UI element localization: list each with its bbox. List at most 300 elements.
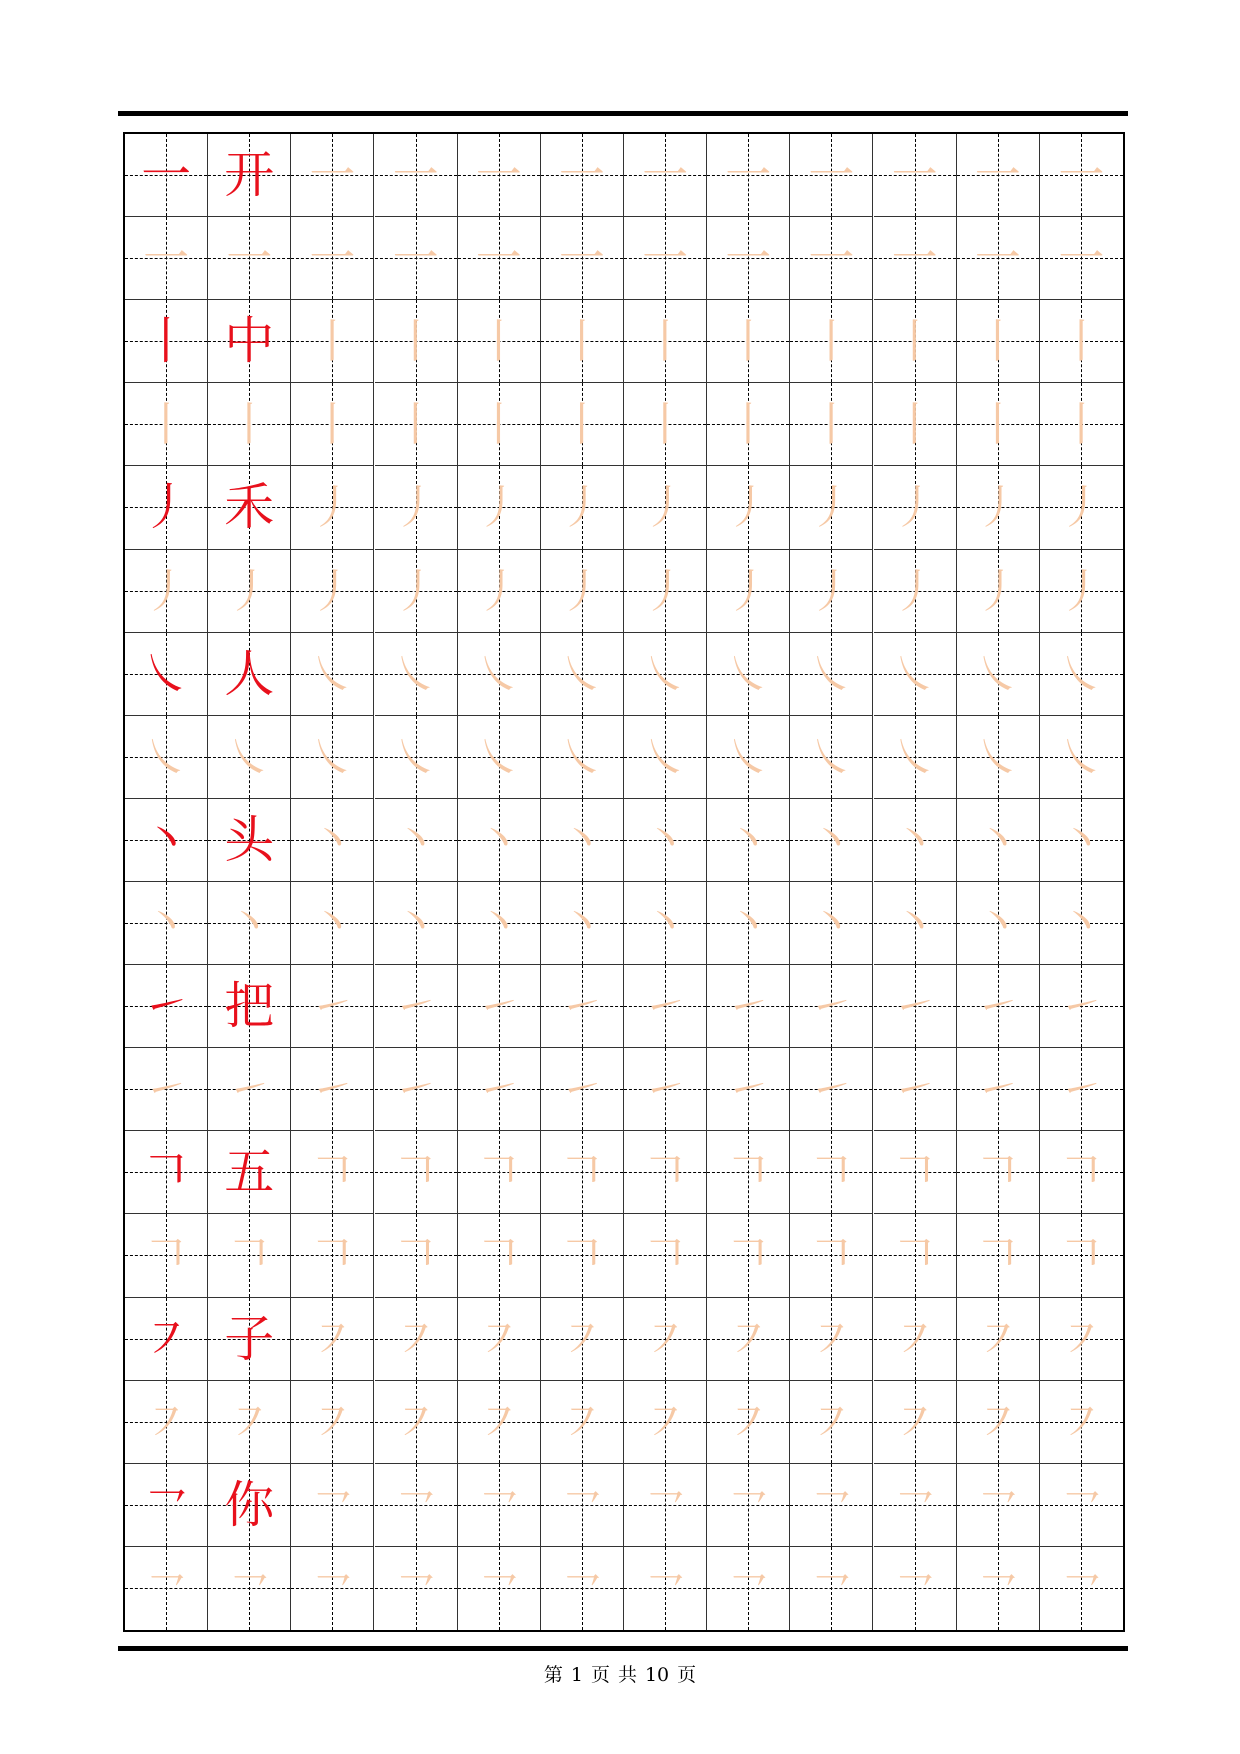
grid-cell — [208, 466, 291, 549]
grid-cell — [458, 1381, 541, 1464]
trace-stroke: ㇀ — [725, 1062, 772, 1117]
trace-stroke: ㇖ — [891, 1477, 938, 1532]
trace-stroke: ㇖ — [808, 1477, 855, 1532]
grid-cell — [1040, 134, 1123, 217]
grid-cell — [208, 1298, 291, 1381]
trace-stroke: ㇏ — [891, 646, 938, 701]
trace-stroke: 丨 — [725, 397, 772, 452]
grid-cell — [1040, 1048, 1123, 1131]
trace-stroke: ㇀ — [143, 1062, 190, 1117]
grid-cell — [707, 965, 790, 1048]
grid-cell — [208, 300, 291, 383]
trace-stroke: ㇏ — [475, 646, 522, 701]
grid-cell — [790, 1131, 873, 1214]
trace-stroke: 丶 — [725, 812, 772, 867]
trace-stroke: ㇀ — [392, 979, 439, 1034]
trace-stroke: 丿 — [558, 480, 605, 535]
grid-cell — [707, 882, 790, 965]
trace-stroke: 一 — [1058, 231, 1105, 286]
grid-cell — [375, 383, 458, 466]
example-character: 头 — [224, 810, 275, 869]
grid-cell — [874, 799, 957, 882]
grid-cell — [541, 1131, 624, 1214]
grid-cell — [541, 1214, 624, 1297]
grid-cell — [208, 550, 291, 633]
trace-stroke: 𠃍 — [725, 1145, 772, 1200]
trace-stroke: ㇖ — [891, 1561, 938, 1616]
grid-cell — [624, 217, 707, 300]
grid-cell — [208, 965, 291, 1048]
grid-cell — [874, 300, 957, 383]
trace-stroke: 一 — [392, 231, 439, 286]
trace-stroke: 丨 — [1058, 397, 1105, 452]
bottom-border-rule — [118, 1646, 1128, 1651]
grid-cell — [458, 1048, 541, 1131]
grid-cell — [458, 1464, 541, 1547]
grid-cell — [790, 383, 873, 466]
grid-cell — [125, 383, 208, 466]
trace-stroke: ㇇ — [642, 1311, 689, 1366]
example-character: 开 — [224, 146, 275, 205]
grid-cell — [458, 550, 541, 633]
trace-stroke: ㇖ — [226, 1561, 273, 1616]
trace-stroke: 丨 — [309, 397, 356, 452]
grid-cell — [624, 466, 707, 549]
grid-cell — [541, 716, 624, 799]
trace-stroke: 一 — [725, 148, 772, 203]
grid-cell — [1040, 1214, 1123, 1297]
trace-stroke: 丿 — [642, 480, 689, 535]
trace-stroke: 丿 — [974, 480, 1021, 535]
top-border-rule — [118, 111, 1128, 116]
grid-cell — [375, 1547, 458, 1630]
trace-stroke: ㇀ — [475, 1062, 522, 1117]
grid-cell — [707, 550, 790, 633]
grid-cell — [208, 1131, 291, 1214]
trace-stroke: ㇀ — [808, 1062, 855, 1117]
grid-cell — [208, 1381, 291, 1464]
grid-cell — [1040, 799, 1123, 882]
example-character: 禾 — [224, 478, 275, 537]
trace-stroke: 丿 — [475, 563, 522, 618]
grid-cell — [541, 1464, 624, 1547]
trace-stroke: 丨 — [642, 397, 689, 452]
grid-cell — [707, 466, 790, 549]
grid-cell — [291, 965, 374, 1048]
trace-stroke: ㇖ — [1058, 1477, 1105, 1532]
trace-stroke: 丿 — [974, 563, 1021, 618]
stroke-model: 丨 — [141, 312, 192, 371]
grid-cell — [541, 1381, 624, 1464]
grid-cell — [707, 217, 790, 300]
grid-cell — [1040, 383, 1123, 466]
grid-cell — [458, 1131, 541, 1214]
trace-stroke: ㇇ — [558, 1394, 605, 1449]
grid-cell — [957, 799, 1040, 882]
trace-stroke: ㇖ — [475, 1561, 522, 1616]
grid-cell — [291, 550, 374, 633]
trace-stroke: 丿 — [891, 563, 938, 618]
trace-stroke: 𠃍 — [725, 1228, 772, 1283]
trace-stroke: ㇏ — [475, 729, 522, 784]
trace-stroke: 丨 — [309, 314, 356, 369]
grid-cell — [707, 633, 790, 716]
trace-stroke: ㇇ — [891, 1311, 938, 1366]
grid-cell — [125, 1214, 208, 1297]
grid-cell — [707, 1464, 790, 1547]
page-footer — [0, 1660, 1240, 1687]
trace-stroke: 一 — [226, 231, 273, 286]
grid-cell — [125, 466, 208, 549]
trace-stroke: ㇖ — [309, 1477, 356, 1532]
grid-cell — [125, 1048, 208, 1131]
stroke-model: 丿 — [141, 478, 192, 537]
grid-cell — [125, 965, 208, 1048]
trace-stroke: ㇖ — [808, 1561, 855, 1616]
trace-stroke: ㇇ — [974, 1394, 1021, 1449]
grid-cell — [125, 1547, 208, 1630]
grid-cell — [957, 1131, 1040, 1214]
trace-stroke: 丶 — [392, 812, 439, 867]
grid-cell — [707, 1547, 790, 1630]
trace-stroke: 丶 — [309, 812, 356, 867]
grid-cell — [790, 716, 873, 799]
trace-stroke: 丿 — [1058, 563, 1105, 618]
footer-suffix: 页 — [677, 1664, 697, 1686]
grid-cell — [458, 383, 541, 466]
trace-stroke: 丨 — [808, 397, 855, 452]
grid-cell — [208, 1547, 291, 1630]
trace-stroke: ㇇ — [392, 1311, 439, 1366]
trace-stroke: 丨 — [558, 397, 605, 452]
trace-stroke: ㇇ — [392, 1394, 439, 1449]
trace-stroke: 𠃍 — [475, 1228, 522, 1283]
grid-cell — [790, 550, 873, 633]
trace-stroke: 丨 — [475, 397, 522, 452]
grid-cell — [291, 217, 374, 300]
grid-cell — [125, 633, 208, 716]
trace-stroke: 𠃍 — [392, 1145, 439, 1200]
trace-stroke: 丶 — [558, 896, 605, 951]
trace-stroke: ㇖ — [725, 1477, 772, 1532]
trace-stroke: ㇀ — [642, 1062, 689, 1117]
grid-cell — [790, 633, 873, 716]
grid-cell — [458, 1298, 541, 1381]
trace-stroke: ㇇ — [475, 1394, 522, 1449]
trace-stroke: 一 — [558, 231, 605, 286]
trace-stroke: 丶 — [475, 896, 522, 951]
grid-cell — [874, 1381, 957, 1464]
grid-cell — [458, 965, 541, 1048]
grid-cell — [291, 1298, 374, 1381]
grid-cell — [790, 134, 873, 217]
trace-stroke: ㇖ — [974, 1477, 1021, 1532]
trace-stroke: 丨 — [558, 314, 605, 369]
trace-stroke: ㇖ — [1058, 1561, 1105, 1616]
trace-stroke: 丶 — [891, 896, 938, 951]
grid-cell — [125, 1381, 208, 1464]
trace-stroke: 丿 — [309, 480, 356, 535]
grid-cell — [375, 1048, 458, 1131]
stroke-model: ㇀ — [141, 977, 192, 1036]
trace-stroke: ㇏ — [1058, 646, 1105, 701]
grid-cell — [375, 799, 458, 882]
trace-stroke: 丿 — [143, 563, 190, 618]
trace-stroke: ㇏ — [642, 646, 689, 701]
trace-stroke: 一 — [309, 231, 356, 286]
grid-cell — [375, 134, 458, 217]
trace-stroke: 一 — [808, 231, 855, 286]
grid-cell — [375, 882, 458, 965]
grid-cell — [957, 1381, 1040, 1464]
trace-stroke: ㇇ — [558, 1311, 605, 1366]
grid-cell — [458, 1547, 541, 1630]
trace-stroke: 丨 — [974, 397, 1021, 452]
trace-stroke: 一 — [475, 231, 522, 286]
trace-stroke: 𠃍 — [642, 1228, 689, 1283]
trace-stroke: ㇀ — [309, 979, 356, 1034]
trace-stroke: ㇀ — [1058, 1062, 1105, 1117]
trace-stroke: 𠃍 — [642, 1145, 689, 1200]
trace-stroke: ㇖ — [642, 1561, 689, 1616]
trace-stroke: 丨 — [392, 314, 439, 369]
grid-cell — [125, 1464, 208, 1547]
trace-stroke: 𠃍 — [392, 1228, 439, 1283]
grid-cell — [874, 716, 957, 799]
grid-cell — [458, 716, 541, 799]
footer-page-number: 1 — [570, 1664, 583, 1686]
grid-cell — [291, 1547, 374, 1630]
trace-stroke: 丨 — [392, 397, 439, 452]
trace-stroke: 𠃍 — [309, 1145, 356, 1200]
grid-cell — [790, 882, 873, 965]
trace-stroke: ㇇ — [475, 1311, 522, 1366]
trace-stroke: ㇏ — [143, 729, 190, 784]
grid-cell — [790, 1298, 873, 1381]
trace-stroke: ㇇ — [1058, 1311, 1105, 1366]
footer-total-label: 共 — [617, 1664, 637, 1686]
trace-stroke: ㇇ — [725, 1311, 772, 1366]
grid-cell — [541, 1547, 624, 1630]
grid-cell — [1040, 1298, 1123, 1381]
grid-cell — [208, 799, 291, 882]
grid-cell — [957, 1298, 1040, 1381]
example-character: 你 — [224, 1475, 275, 1534]
trace-stroke: 丿 — [808, 480, 855, 535]
grid-cell — [874, 466, 957, 549]
grid-cell — [624, 300, 707, 383]
stroke-model: 丶 — [141, 810, 192, 869]
grid-cell — [957, 1048, 1040, 1131]
grid-cell — [707, 1381, 790, 1464]
trace-stroke: 丿 — [475, 480, 522, 535]
grid-cell — [541, 633, 624, 716]
trace-stroke: 丶 — [1058, 812, 1105, 867]
grid-cell — [707, 1131, 790, 1214]
grid-cell — [957, 466, 1040, 549]
grid-cell — [957, 300, 1040, 383]
trace-stroke: 𠃍 — [143, 1228, 190, 1283]
example-character: 中 — [224, 312, 275, 371]
grid-cell — [707, 134, 790, 217]
trace-stroke: 丶 — [1058, 896, 1105, 951]
trace-stroke: 丶 — [808, 896, 855, 951]
trace-stroke: 丿 — [891, 480, 938, 535]
grid-cell — [957, 1214, 1040, 1297]
grid-cell — [1040, 217, 1123, 300]
trace-stroke: 一 — [974, 231, 1021, 286]
trace-stroke: ㇇ — [725, 1394, 772, 1449]
footer-page-label: 页 — [590, 1664, 610, 1686]
grid-cell — [790, 1214, 873, 1297]
stroke-model: 𠃍 — [141, 1143, 192, 1202]
trace-stroke: ㇇ — [1058, 1394, 1105, 1449]
grid-cell — [458, 466, 541, 549]
trace-stroke: ㇀ — [974, 1062, 1021, 1117]
trace-stroke: 一 — [891, 231, 938, 286]
trace-stroke: 丨 — [725, 314, 772, 369]
grid-cell — [790, 300, 873, 383]
stroke-model: ㇏ — [141, 644, 192, 703]
trace-stroke: 一 — [808, 148, 855, 203]
grid-cell — [874, 1131, 957, 1214]
grid-cell — [1040, 550, 1123, 633]
grid-cell — [624, 716, 707, 799]
grid-cell — [790, 217, 873, 300]
grid-cell — [957, 383, 1040, 466]
grid-cell — [624, 1131, 707, 1214]
grid-cell — [291, 466, 374, 549]
trace-stroke: 丶 — [143, 896, 190, 951]
grid-cell — [790, 1381, 873, 1464]
trace-stroke: ㇇ — [808, 1394, 855, 1449]
trace-stroke: ㇀ — [558, 1062, 605, 1117]
trace-stroke: ㇇ — [143, 1394, 190, 1449]
trace-stroke: 丿 — [392, 480, 439, 535]
grid-cell — [541, 466, 624, 549]
grid-cell — [291, 1131, 374, 1214]
grid-cell — [375, 1298, 458, 1381]
grid-cell — [707, 716, 790, 799]
grid-cell — [375, 1214, 458, 1297]
trace-stroke: ㇖ — [642, 1477, 689, 1532]
trace-stroke: ㇇ — [226, 1394, 273, 1449]
trace-stroke: 一 — [642, 231, 689, 286]
grid-cell — [707, 1298, 790, 1381]
grid-cell — [624, 383, 707, 466]
grid-cell — [624, 550, 707, 633]
trace-stroke: ㇏ — [392, 729, 439, 784]
trace-stroke: 一 — [309, 148, 356, 203]
grid-cell — [624, 965, 707, 1048]
trace-stroke: 丶 — [642, 812, 689, 867]
trace-stroke: ㇏ — [808, 729, 855, 784]
grid-cell — [125, 134, 208, 217]
trace-stroke: 丶 — [392, 896, 439, 951]
trace-stroke: 丶 — [309, 896, 356, 951]
trace-stroke: ㇇ — [974, 1311, 1021, 1366]
trace-stroke: ㇖ — [974, 1561, 1021, 1616]
grid-cell — [957, 882, 1040, 965]
trace-stroke: 丿 — [226, 563, 273, 618]
trace-stroke: ㇇ — [309, 1394, 356, 1449]
grid-cell — [125, 300, 208, 383]
grid-cell — [1040, 965, 1123, 1048]
grid-cell — [375, 1131, 458, 1214]
grid-cell — [375, 550, 458, 633]
grid-cell — [624, 1381, 707, 1464]
grid-cell — [790, 466, 873, 549]
grid-cell — [375, 1381, 458, 1464]
grid-cell — [291, 799, 374, 882]
grid-cell — [790, 965, 873, 1048]
trace-stroke: 一 — [725, 231, 772, 286]
grid-cell — [208, 1048, 291, 1131]
trace-stroke: 丨 — [808, 314, 855, 369]
trace-stroke: 丿 — [1058, 480, 1105, 535]
grid-cell — [624, 1048, 707, 1131]
grid-cell — [208, 383, 291, 466]
grid-cell — [208, 633, 291, 716]
trace-stroke: ㇀ — [808, 979, 855, 1034]
grid-cell — [957, 1464, 1040, 1547]
grid-cell — [125, 1298, 208, 1381]
trace-stroke: 一 — [974, 148, 1021, 203]
grid-cell — [874, 965, 957, 1048]
trace-stroke: ㇖ — [143, 1561, 190, 1616]
grid-cell — [291, 633, 374, 716]
grid-cell — [375, 300, 458, 383]
grid-cell — [707, 1048, 790, 1131]
trace-stroke: 一 — [891, 148, 938, 203]
grid-cell — [874, 383, 957, 466]
grid-cell — [790, 799, 873, 882]
grid-cell — [541, 550, 624, 633]
grid-cell — [291, 1464, 374, 1547]
trace-stroke: ㇖ — [475, 1477, 522, 1532]
trace-stroke: 丨 — [974, 314, 1021, 369]
trace-stroke: 丿 — [808, 563, 855, 618]
grid-cell — [957, 965, 1040, 1048]
trace-stroke: ㇀ — [475, 979, 522, 1034]
grid-cell — [874, 1048, 957, 1131]
grid-cell — [541, 1048, 624, 1131]
trace-stroke: ㇏ — [642, 729, 689, 784]
trace-stroke: 丿 — [725, 563, 772, 618]
trace-stroke: 丶 — [808, 812, 855, 867]
trace-stroke: ㇀ — [309, 1062, 356, 1117]
trace-stroke: ㇏ — [891, 729, 938, 784]
grid-cell — [1040, 1547, 1123, 1630]
grid-cell — [375, 466, 458, 549]
grid-cell — [125, 550, 208, 633]
trace-stroke: ㇇ — [808, 1311, 855, 1366]
grid-cell — [957, 550, 1040, 633]
trace-stroke: ㇀ — [974, 979, 1021, 1034]
grid-cell — [874, 550, 957, 633]
trace-stroke: 𠃍 — [558, 1228, 605, 1283]
trace-stroke: 丶 — [891, 812, 938, 867]
grid-cell — [790, 1464, 873, 1547]
trace-stroke: ㇏ — [392, 646, 439, 701]
grid-cell — [458, 217, 541, 300]
trace-stroke: ㇖ — [392, 1477, 439, 1532]
trace-stroke: 𠃍 — [226, 1228, 273, 1283]
trace-stroke: ㇀ — [891, 1062, 938, 1117]
trace-stroke: 一 — [642, 148, 689, 203]
grid-cell — [1040, 882, 1123, 965]
trace-stroke: 丶 — [642, 896, 689, 951]
